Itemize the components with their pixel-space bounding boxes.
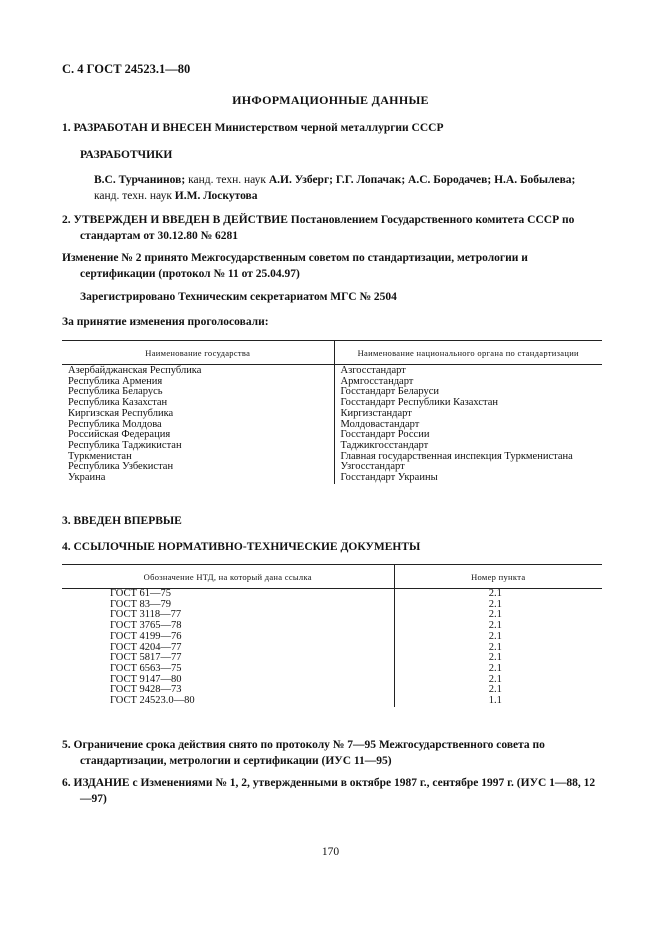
item-text: с Изменениями № 1, 2, утвержденными в октябре 1987 г., сентябре 1997 г. (ИУС 1—88, 12—97): [80, 777, 596, 805]
vote-heading: За принятие изменения проголосовали:: [62, 316, 269, 328]
item-label: 1. РАЗРАБОТАН И ВНЕСЕН: [62, 122, 212, 134]
table-row: [62, 473, 602, 484]
column-header: Наименование национального органа по стандартизации: [334, 341, 602, 365]
table-cell-name: ГОСТ 9147—80: [62, 675, 394, 686]
table-cell-value: 2.1: [488, 598, 502, 610]
change-note: Изменение № 2 принято Межгосударственным советом по стандартизации, метрологии и сертификации (протокол № 11 от 25.04.97): [62, 252, 528, 280]
table-cell-value: 2.1: [488, 684, 502, 696]
table-cell-value: Госстандарт Украины: [340, 472, 438, 484]
table-cell-name: Республика Беларусь: [62, 387, 334, 398]
item-edition: [62, 775, 602, 807]
table-cell-value: 1.1: [488, 695, 502, 707]
table-cell-name: Республика Узбекистан: [62, 462, 334, 473]
table-header-row: [62, 341, 602, 365]
table-cell-value: 2.1: [488, 662, 502, 674]
table-row: [62, 696, 602, 707]
table-cell-name: Российская Федерация: [62, 430, 334, 441]
page-header: С. 4 ГОСТ 24523.1—80: [62, 62, 191, 76]
table-cell-name: Республика Молдова: [62, 420, 334, 431]
table-cell-value: 2.1: [488, 652, 502, 664]
states-table: [62, 340, 602, 484]
item-text: Министерством черной металлургии СССР: [214, 122, 444, 134]
table-cell-value: 2.1: [488, 630, 502, 642]
item-references: 4. ССЫЛОЧНЫЕ НОРМАТИВНО-ТЕХНИЧЕСКИЕ ДОКУМЕНТЫ: [62, 541, 421, 553]
references-table: [62, 564, 602, 707]
table-cell-name: ГОСТ 9428—73: [62, 685, 394, 696]
table-cell-value: 2.1: [488, 620, 502, 632]
table-cell-name: ГОСТ 4204—77: [62, 643, 394, 654]
table-cell-name: Туркменистан: [62, 452, 334, 463]
item-label: 6. ИЗДАНИЕ: [62, 777, 130, 789]
table-cell-value: 2.1: [488, 588, 502, 599]
column-header: Номер пункта: [394, 565, 602, 589]
developers-heading: РАЗРАБОТЧИКИ: [80, 149, 173, 161]
table-cell-name: ГОСТ 6563—75: [62, 664, 394, 675]
developer-degree: канд. техн. наук: [185, 174, 269, 186]
table-cell-name: Республика Армения: [62, 377, 334, 388]
table-cell-value: Узгосстандарт: [340, 461, 405, 473]
table-row: [62, 632, 602, 643]
table-cell-value: Главная государственная инспекция Туркменистана: [340, 450, 573, 462]
table-cell-value: Госстандарт Беларуси: [340, 386, 440, 398]
table-cell-value: 2.1: [488, 673, 502, 685]
table-cell-value: Молдовастандарт: [340, 418, 420, 430]
item-developed: [62, 120, 602, 136]
item-label: 2. УТВЕРЖДЕН И ВВЕДЕН В ДЕЙСТВИЕ: [62, 214, 288, 226]
table-cell-name: ГОСТ 3765—78: [62, 621, 394, 632]
section-title: ИНФОРМАЦИОННЫЕ ДАННЫЕ: [232, 93, 429, 107]
developer-name: В.С. Турчанинов;: [94, 174, 186, 186]
table-cell-name: Республика Казахстан: [62, 398, 334, 409]
table-cell-value: Киргизстандарт: [340, 407, 412, 419]
registration-note: Зарегистрировано Техническим секретариатом МГС № 2504: [80, 291, 397, 303]
page-number: 170: [321, 846, 340, 858]
table-cell-name: ГОСТ 5817—77: [62, 653, 394, 664]
column-header: Наименование государства: [62, 341, 334, 365]
developer-degree: канд. техн. наук: [94, 190, 175, 202]
table-header-row: [62, 565, 602, 589]
table-cell-value: Армгосстандарт: [340, 375, 414, 387]
column-header: Обозначение НТД, на который дана ссылка: [62, 565, 394, 589]
table-cell-value: 2.1: [488, 641, 502, 653]
table-row: [62, 365, 602, 377]
developers-list: [94, 172, 600, 204]
table-cell-name: ГОСТ 24523.0—80: [62, 696, 394, 707]
table-cell-value: Госстандарт России: [340, 429, 430, 441]
table-cell-name: Киргизская Республика: [62, 409, 334, 420]
table-cell-value: Таджикгосстандарт: [340, 439, 429, 451]
table-cell-name: ГОСТ 83—79: [62, 600, 394, 611]
developer-name: И.М. Лоскутова: [174, 190, 258, 202]
table-cell-name: Украина: [62, 473, 334, 484]
table-cell-name: Азербайджанская Республика: [62, 365, 334, 377]
table-row: [62, 409, 602, 420]
table-cell-name: ГОСТ 4199—76: [62, 632, 394, 643]
table-cell-name: ГОСТ 3118—77: [62, 610, 394, 621]
table-cell-value: 2.1: [488, 609, 502, 621]
item-validity: 5. Ограничение срока действия снято по протоколу № 7—95 Межгосударственного совета по стандартизации, метрологии и сертификации (ИУС 11—95): [62, 739, 545, 767]
table-row: [62, 462, 602, 473]
item-introduced: 3. ВВЕДЕН ВПЕРВЫЕ: [62, 515, 182, 527]
table-cell-value: Азгосстандарт: [340, 365, 406, 376]
table-cell-name: ГОСТ 61—75: [62, 589, 394, 600]
developer-names: А.И. Узберг; Г.Г. Лопачак; А.С. Бородачев; Н.А. Бобылева;: [268, 174, 576, 186]
item-text: Постановлением Государственного комитета СССР по стандартам от 30.12.80 № 6281: [80, 214, 575, 242]
item-approved: [62, 212, 602, 244]
table-cell-value: Госстандарт Республики Казахстан: [340, 397, 499, 409]
table-cell-name: Республика Таджикистан: [62, 441, 334, 452]
